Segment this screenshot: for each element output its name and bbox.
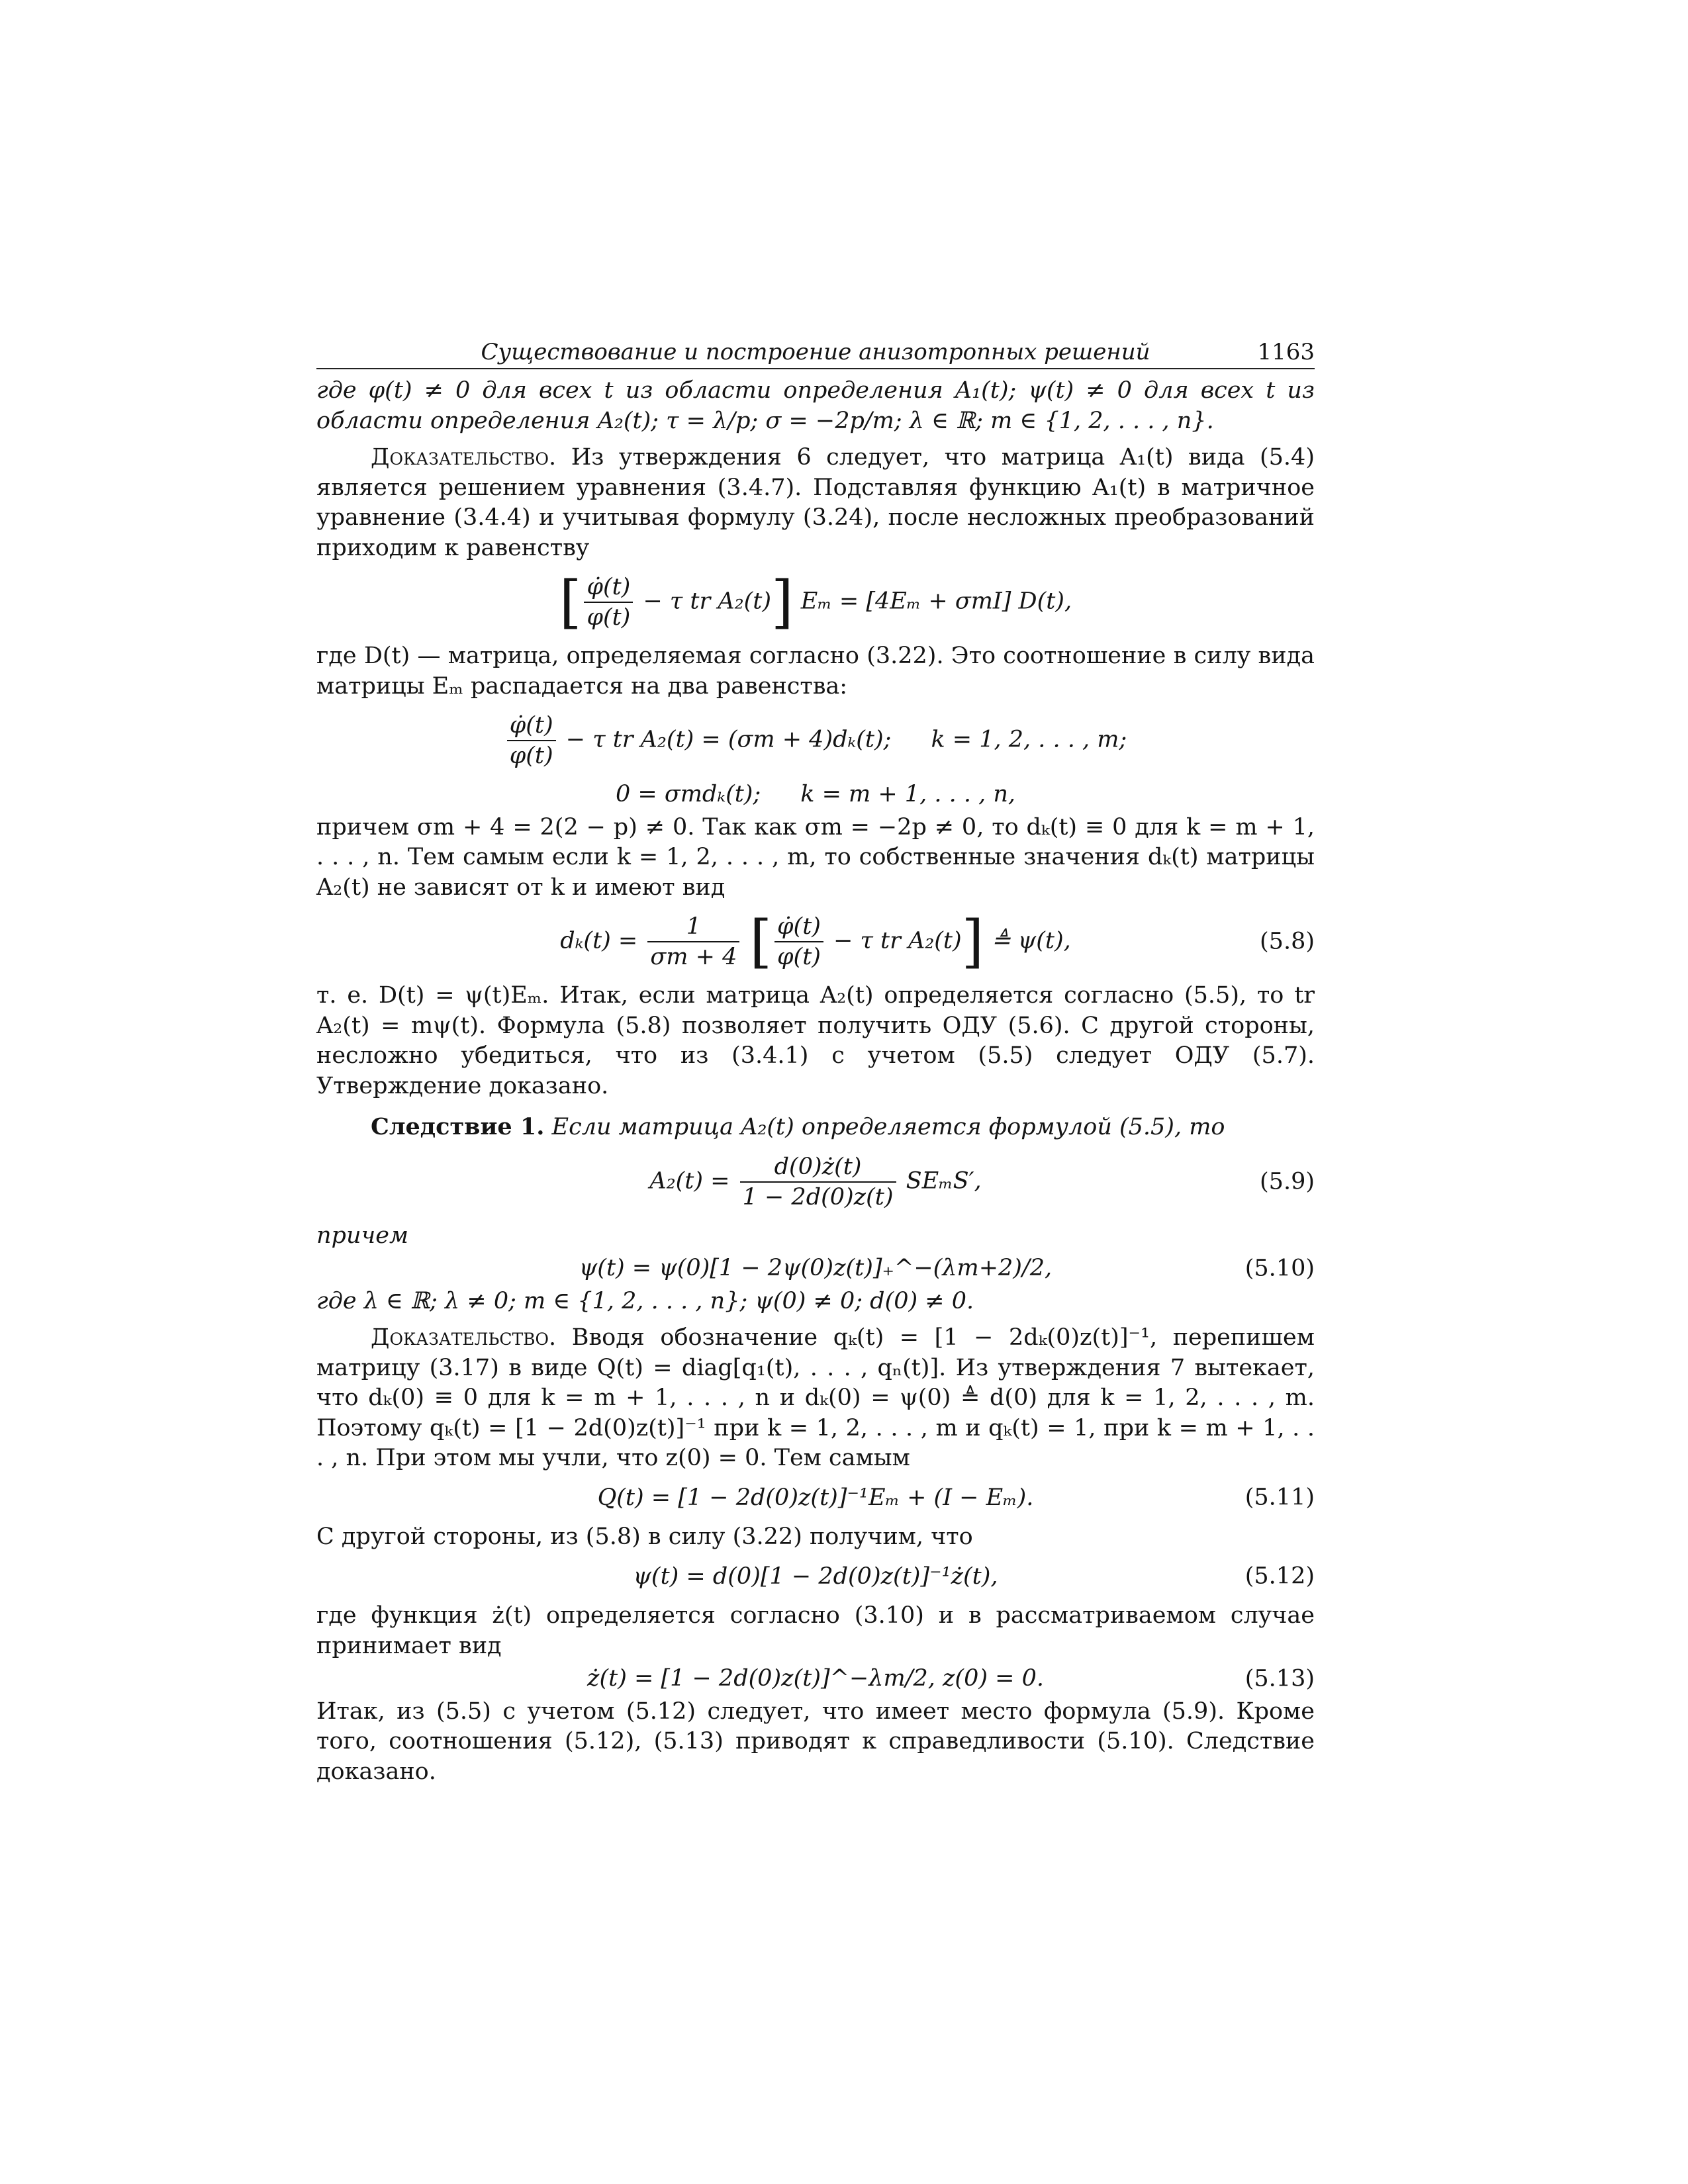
corollary-label: Следствие 1. bbox=[371, 1113, 545, 1140]
equation-5-12: ψ(t) = d(0)[1 − 2d(0)z(t)]⁻¹ż(t), (5.12) bbox=[316, 1562, 1315, 1592]
paragraph-statement-proved: т. е. D(t) = ψ(t)Eₘ. Итак, если матрица A₂(t) определяется согласно (5.5), то tr A₂(t) = mψ(t). Формула (5.8) позволяет получить ОДУ (5.6). С другой стороны, несложно убедиться, что из (3.4.1) с учетом (5.5) следует ОДУ (5.7). Утверждение доказано. bbox=[316, 982, 1315, 1099]
paragraph-matrix-D: где D(t) — матрица, определяемая согласно (3.22). Это соотношение в силу вида матрицы Eₘ распадается на два равенства: bbox=[316, 643, 1315, 700]
proof-label: Доказательство. bbox=[371, 444, 557, 471]
proof-label: Доказательство. bbox=[371, 1324, 557, 1351]
equation-matrix: [ $\frac{\varphi̇(t)}{\varphi(t)}$ − τ tr A₂(t)] Eₘ = [4Eₘ + σmI] D(t), bbox=[559, 569, 1072, 635]
equation-number: (5.10) bbox=[1244, 1255, 1315, 1281]
page-number: 1163 bbox=[1257, 339, 1315, 365]
right-bracket: ] bbox=[961, 909, 984, 975]
equation-5-13: ż(t) = [1 − 2d(0)z(t)]^−λm/2, z(0) = 0. (5.13) bbox=[316, 1664, 1315, 1694]
equation-number: (5.8) bbox=[1260, 928, 1315, 955]
proof-text: Из утверждения 6 следует, что матрица A₁(t) вида (5.4) является решением уравнения (3.4.7). Подставляя функцию A₁(t) в матричное уравнение (3.4.4) и учитывая формулу (3.24), после несложных преобразований приходим к равенству bbox=[316, 444, 1315, 561]
proof-paragraph-1 bbox=[316, 443, 1315, 563]
paragraph-parameters: где λ ∈ ℝ; λ ≠ 0; m ∈ {1, 2, . . . , n}; ψ(0) ≠ 0; d(0) ≠ 0. bbox=[316, 1287, 974, 1314]
equation-number: (5.11) bbox=[1244, 1484, 1315, 1511]
proof-text: Вводя обозначение qₖ(t) = [1 − 2dₖ(0)z(t)]⁻¹, перепишем матрицу (3.17) в виде Q(t) = diag[q₁(t), . . . , qₙ(t)]. Из утверждения 7 вытекает, что dₖ(0) ≡ 0 для k = m + 1, . . . , n и dₖ(0) = ψ(0) ≜ d(0) для k = 1, 2, . . . , m. Поэтому qₖ(t) = [1 − 2d(0)z(t)]⁻¹ при k = 1, 2, . . . , m и qₖ(t) = 1, при k = m + 1, . . . , n. При этом мы учли, что z(0) = 0. Тем самым bbox=[316, 1324, 1315, 1471]
equation-5-10: ψ(t) = ψ(0)[1 − 2ψ(0)z(t)]₊^−(λm+2)/2, (5.10) bbox=[316, 1253, 1315, 1284]
paragraph-eigenvalues: причем σm + 4 = 2(2 − p) ≠ 0. Так как σm = −2p ≠ 0, то dₖ(t) ≡ 0 для k = m + 1, . . . , n. Тем самым если k = 1, 2, . . . , m, то собственные значения dₖ(t) матрицы A₂(t) не зависят от k и имеют вид bbox=[316, 813, 1315, 901]
corollary-paragraph bbox=[316, 1112, 1315, 1143]
fraction: $\frac{\varphi̇(t)}{\varphi(t)}$ bbox=[774, 912, 823, 972]
running-title: Существование и построение анизотропных решений bbox=[481, 339, 1150, 365]
proof-paragraph-2 bbox=[316, 1323, 1315, 1474]
paper-page bbox=[316, 336, 1315, 1787]
equation-number: (5.12) bbox=[1244, 1563, 1315, 1590]
fraction: $\frac{d(0)ż(t)}{1 - 2d(0)z(t)}$ bbox=[740, 1152, 896, 1212]
equation-5-9: A₂(t) = $\frac{d(0)ż(t)}{1 - 2d(0)z(t)}$ SEₘS′, (5.9) bbox=[649, 1153, 1315, 1210]
fraction: $\frac{\varphi̇(t)}{\varphi(t)}$ bbox=[507, 711, 556, 770]
fraction: $\frac{\varphi̇(t)}{\varphi(t)}$ bbox=[584, 572, 633, 632]
left-bracket: [ bbox=[559, 569, 582, 635]
word-prichem: причем bbox=[316, 1222, 408, 1249]
paragraph-function-z: где функция ż(t) определяется согласно (3.10) и в рассматриваемом случае принимает вид bbox=[316, 1602, 1315, 1659]
equation-split-2: 0 = σmdₖ(t); k = m + 1, . . . , n, bbox=[615, 781, 1015, 807]
paragraph-other-side: С другой стороны, из (5.8) в силу (3.22) получим, что bbox=[316, 1524, 973, 1550]
equation-split-1: $\frac{\varphi̇(t)}{\varphi(t)}$ − τ tr A₂(t) = (σm + 4)dₖ(t); k = 1, 2, . . . , m; bbox=[316, 711, 1315, 770]
fraction: $\frac{1}{\sigma m + 4}$ bbox=[647, 912, 739, 972]
equation-5-8: dₖ(t) = $\frac{1}{\sigma m + 4}$ [ $\frac{\varphi̇(t)}{\varphi(t)}$ − τ tr A₂(t)] ≜ ψ(t), (5.8) bbox=[560, 909, 1315, 975]
equation-5-11: Q(t) = [1 − 2d(0)z(t)]⁻¹Eₘ + (I − Eₘ). (5.11) bbox=[316, 1483, 1315, 1514]
left-bracket: [ bbox=[749, 909, 773, 975]
paragraph-conditions: где φ(t) ≠ 0 для всех t из области определения A₁(t); ψ(t) ≠ 0 для всех t из области определения A₂(t); τ = λ/p; σ = −2p/m; λ ∈ ℝ; m ∈ {1, 2, . . . , n}. bbox=[316, 377, 1315, 434]
running-header bbox=[316, 336, 1315, 369]
paragraph-conclusion: Итак, из (5.5) с учетом (5.12) следует, что имеет место формула (5.9). Кроме того, соотношения (5.12), (5.13) приводят к справедливости (5.10). Следствие доказано. bbox=[316, 1698, 1315, 1785]
corollary-text: Если матрица A₂(t) определяется формулой (5.5), то bbox=[551, 1114, 1225, 1140]
equation-number: (5.13) bbox=[1244, 1665, 1315, 1692]
right-bracket: ] bbox=[771, 569, 794, 635]
equation-number: (5.9) bbox=[1260, 1167, 1315, 1195]
